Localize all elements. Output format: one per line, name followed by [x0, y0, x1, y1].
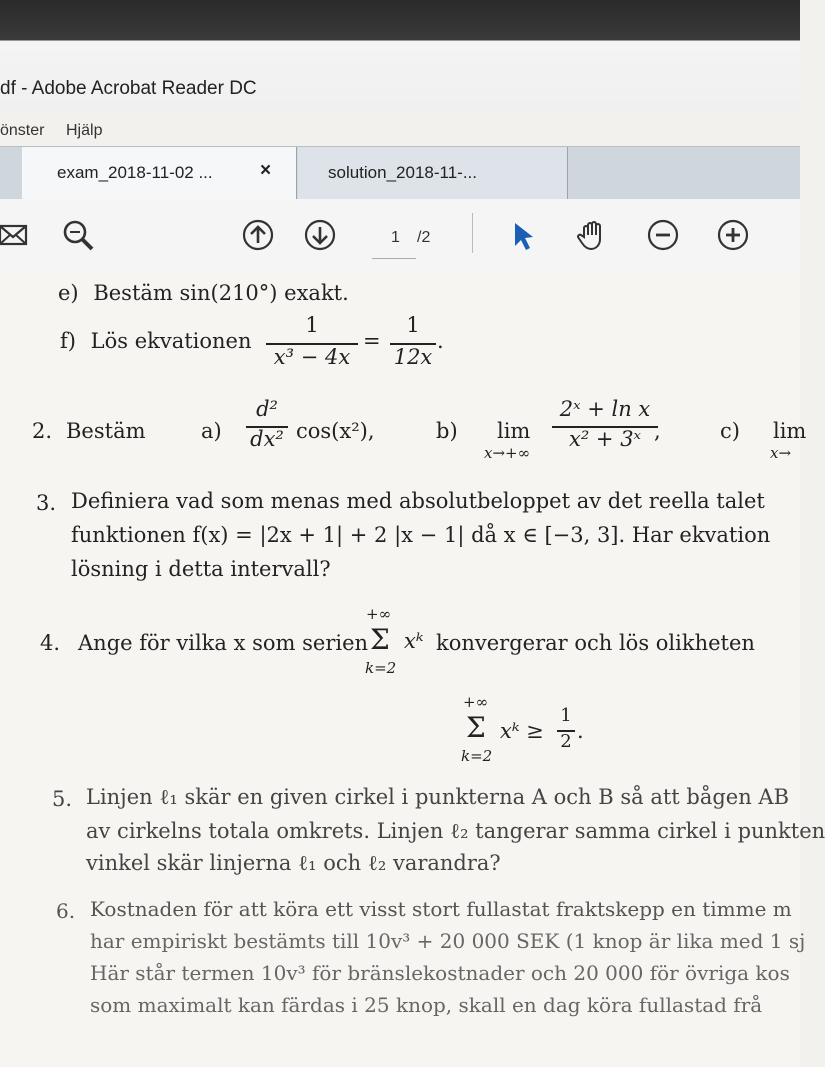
select-arrow-icon[interactable] — [505, 217, 541, 253]
q6-line1: Kostnaden för att köra ett visst stort fullastat fraktskepp en timme m — [90, 897, 792, 921]
menu-item-window[interactable]: önster — [0, 122, 45, 139]
f-num2: 1 — [406, 313, 420, 337]
q4-post: konvergerar och lös olikheten — [436, 631, 755, 655]
q4b-sigma: Σ — [466, 711, 486, 744]
q5-line1: Linjen ℓ₁ skär en given cirkel i punkterna A och B så att bågen AB — [86, 785, 790, 809]
q2c-lim: lim — [773, 419, 807, 443]
window-titlebar — [0, 0, 800, 112]
page-current: 1 — [391, 229, 400, 246]
q5-line3: vinkel skär linjerna ℓ₁ och ℓ₂ varandra? — [86, 851, 501, 875]
zoom-out-icon[interactable] — [645, 217, 681, 253]
q2b-comma: , — [654, 419, 661, 443]
q2a-num: d² — [256, 397, 278, 421]
q4-number: 4. — [40, 631, 61, 655]
page-up-icon[interactable] — [240, 217, 276, 253]
q4b-den: 2 — [560, 731, 572, 752]
window-title: df - Adobe Acrobat Reader DC — [0, 78, 257, 99]
q2-number: 2. — [32, 419, 53, 443]
q3-line1: Definiera vad som menas med absolutbeloppet av det reella talet — [71, 489, 765, 513]
item-e-label: e) — [58, 281, 79, 305]
page-field-underline — [372, 258, 416, 259]
toolbar — [0, 199, 800, 274]
q4-sigma: Σ — [370, 623, 390, 656]
toolbar-separator — [472, 213, 473, 253]
f-den1: x³ − 4x — [273, 345, 351, 369]
q6-line2: har empiriskt bestämts till 10v³ + 20 000 SEK (1 knop är lika med 1 sj — [90, 929, 806, 953]
q4-pre: Ange för vilka x som serien — [78, 631, 369, 655]
q2c-sub: x→ — [770, 444, 792, 462]
q2b-sub: x→+∞ — [484, 444, 531, 462]
zoom-in-icon[interactable] — [715, 217, 751, 253]
q6-line3: Här står termen 10v³ för bränslekostnader och 20 000 för övriga kos — [90, 961, 790, 985]
pdf-page[interactable] — [0, 273, 825, 1067]
q4-term: xᵏ — [404, 629, 424, 653]
item-e — [58, 281, 349, 305]
mail-icon[interactable] — [0, 217, 32, 253]
page-total: /2 — [417, 229, 431, 246]
q5-line2: av cirkelns totala omkrets. Linjen ℓ₂ tangerar samma cirkel i punkten — [86, 819, 825, 843]
tab-solution-label: solution_2018-11-... — [328, 163, 478, 182]
q2-word: Bestäm — [66, 419, 146, 443]
q4b-sum-bot: k=2 — [461, 747, 493, 765]
item-e-text: Bestäm sin(210°) exakt. — [93, 281, 349, 305]
q4b-dot: . — [577, 719, 584, 743]
f-den2: 12x — [393, 345, 433, 369]
q4b-sum-top: +∞ — [463, 693, 489, 711]
q4b-num: 1 — [560, 705, 572, 726]
tab-exam[interactable] — [22, 147, 297, 199]
close-tab-icon[interactable]: × — [260, 160, 272, 181]
page-down-icon[interactable] — [302, 217, 338, 253]
q2b-den: x² + 3ˣ — [568, 427, 642, 451]
q3-number: 3. — [36, 491, 57, 515]
hand-tool-icon[interactable] — [575, 217, 611, 253]
q4b-term: xᵏ ≥ — [500, 719, 544, 743]
tab-bar — [0, 146, 800, 199]
menu-item-help[interactable]: Hjälp — [66, 122, 103, 139]
tab-exam-label: exam_2018-11-02 ... — [57, 163, 213, 182]
q2c-label: c) — [720, 419, 740, 443]
q4-sum-bot: k=2 — [365, 659, 397, 677]
menu-bar — [0, 118, 800, 146]
q3-line2: funktionen f(x) = |2x + 1| + 2 |x − 1| då x ∈ [−3, 3]. Har ekvation — [71, 523, 771, 547]
f-dot: . — [437, 329, 444, 353]
zoom-search-icon[interactable] — [60, 217, 96, 253]
q6-number: 6. — [56, 899, 76, 923]
q6-line4: som maximalt kan färdas i 25 knop, skall en dag köra fullastad frå — [90, 993, 763, 1017]
q2a-den: dx² — [250, 427, 284, 451]
q3-line3: lösning i detta intervall? — [71, 557, 331, 581]
q5-number: 5. — [52, 787, 73, 811]
item-f — [60, 329, 252, 353]
q2b-num: 2ˣ + ln x — [559, 397, 651, 421]
item-f-text: Lös ekvationen — [90, 329, 252, 353]
q2a-label: a) — [201, 419, 222, 443]
f-num1: 1 — [305, 313, 319, 337]
q2a-tail: cos(x²), — [296, 419, 375, 443]
f-equals: = — [363, 329, 381, 353]
q2b-lim: lim — [497, 419, 531, 443]
item-f-label: f) — [60, 329, 76, 353]
page-number-field[interactable] — [372, 225, 452, 259]
q2b-label: b) — [436, 419, 458, 443]
tab-solution[interactable] — [298, 147, 568, 199]
q4-sum-top: +∞ — [366, 605, 392, 623]
